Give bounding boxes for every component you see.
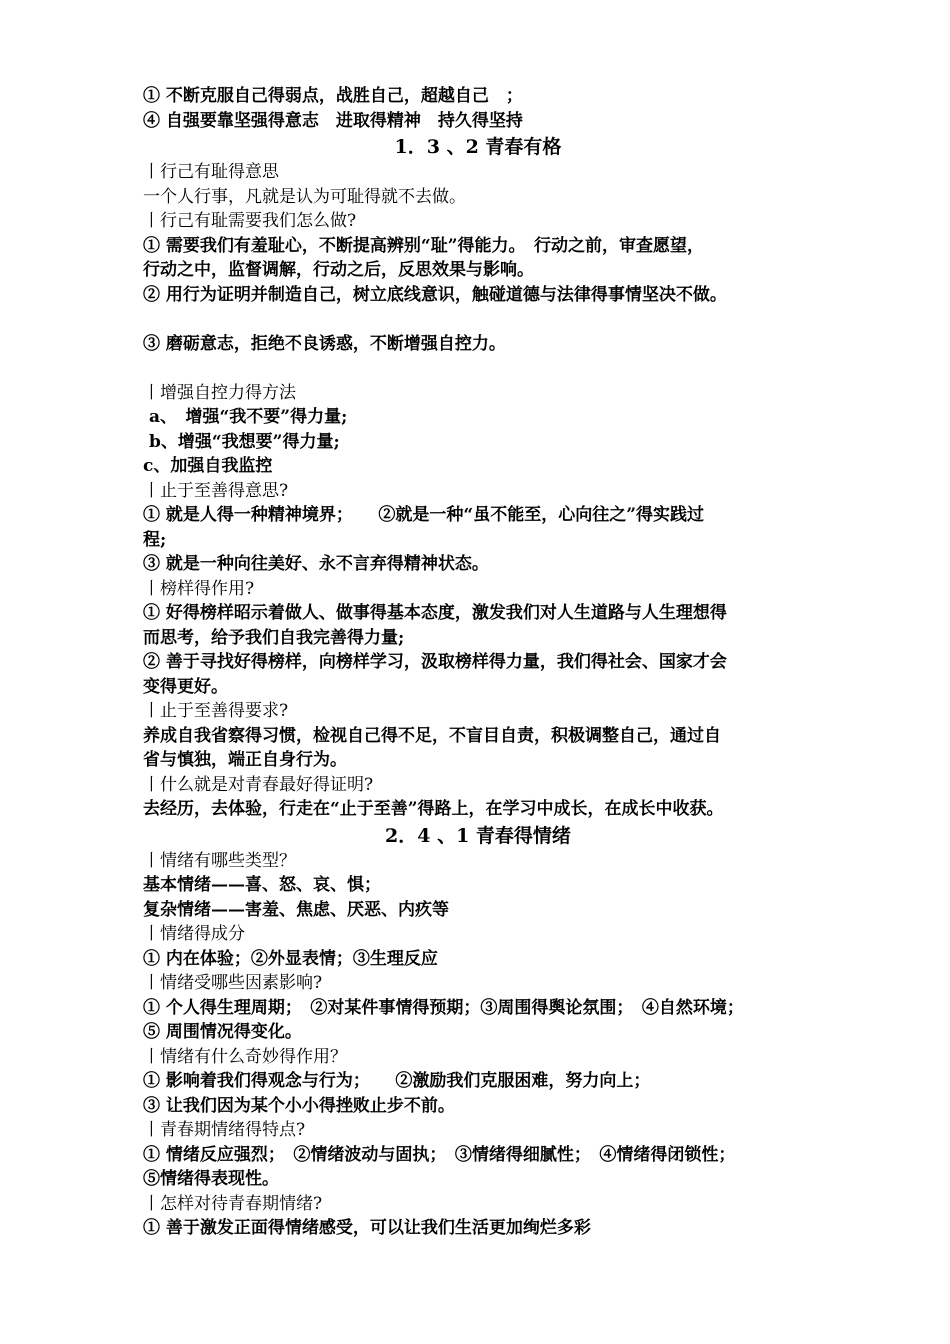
- question-heading: 丨行己有耻得意思: [143, 162, 279, 182]
- text-line: 行动之中，监督调解，行动之后，反思效果与影响。: [143, 260, 534, 280]
- text-line: ① 影响着我们得观念与行为； ②激励我们克服困难，努力向上；: [143, 1071, 651, 1091]
- text-line: ② 用行为证明并制造自己，树立底线意识，触碰道德与法律得事情坚决不做。: [143, 284, 727, 305]
- list-item: a、 增强“我不要”得力量;: [149, 407, 348, 427]
- text-line: ② 善于寻找好得榜样，向榜样学习，汲取榜样得力量，我们得社会、国家才会: [143, 652, 727, 672]
- text-line: ① 情绪反应强烈； ②情绪波动与固执； ③情绪得细腻性； ④情绪得闭锁性；: [143, 1144, 736, 1165]
- text-line: ④ 自强要靠坚强得意志 进取得精神 持久得坚持: [143, 110, 523, 131]
- text-line: 去经历，去体验，行走在“止于至善”得路上，在学习中成长，在成长中收获。: [143, 799, 724, 819]
- text-line: 基本情绪——喜、怒、哀、惧；: [143, 875, 381, 895]
- text-line: ① 内在体验；②外显表情；③生理反应: [143, 948, 438, 969]
- question-heading: 丨青春期情绪得特点?: [143, 1120, 306, 1140]
- question-heading: 丨情绪有什么奇妙得作用？: [143, 1046, 347, 1067]
- text-line: 而思考，给予我们自我完善得力量;: [143, 627, 405, 648]
- text-line: ⑤ 周围情况得变化。: [143, 1022, 302, 1042]
- question-heading: 丨情绪有哪些类型？: [143, 850, 296, 871]
- question-heading: 丨什么就是对青春最好得证明?: [143, 774, 374, 795]
- text-line: ③ 磨砺意志，拒绝不良诱惑，不断增强自控力。: [143, 333, 506, 354]
- question-heading: 丨榜样得作用?: [143, 578, 255, 599]
- question-heading: 丨行己有耻需要我们怎么做?: [143, 211, 357, 231]
- question-heading: 丨怎样对待青春期情绪?: [143, 1193, 323, 1214]
- question-heading: 丨止于至善得意思?: [143, 480, 289, 501]
- text-line: ① 不断克服自己得弱点，战胜自己，超越自己 ；: [143, 86, 523, 106]
- text-line: 养成自我省察得习惯，检视自己得不足，不盲目自责，积极调整自己，通过自: [143, 725, 721, 746]
- text-line: ① 需要我们有羞耻心，不断提高辨别“耻”得能力。 行动之前，审查愿望，: [143, 235, 704, 256]
- question-heading: 丨增强自控力得方法: [143, 382, 296, 403]
- text-line: 省与慎独，端正自身行为。: [143, 750, 347, 770]
- section-heading: 1．3 、2 青春有格: [394, 136, 562, 158]
- list-item: c、加强自我监控: [143, 456, 273, 476]
- blank-line: [143, 307, 813, 332]
- question-heading: 丨情绪受哪些因素影响?: [143, 973, 323, 993]
- text-line: ① 善于激发正面得情绪感受，可以让我们生活更加绚烂多彩: [143, 1218, 591, 1238]
- text-line: ⑤情绪得表现性。: [143, 1169, 279, 1189]
- text-line: ③ 让我们因为某个小小得挫败止步不前。: [143, 1095, 455, 1116]
- document-page: [143, 84, 813, 1241]
- text-line: ① 就是人得一种精神境界； ②就是一种“虽不能至，心向往之”得实践过: [143, 505, 704, 525]
- text-line: 程;: [143, 529, 167, 550]
- text-line: ① 好得榜样昭示着做人、做事得基本态度，激发我们对人生道路与人生理想得: [143, 603, 727, 623]
- section-heading: 2．4 、1 青春得情绪: [385, 824, 571, 847]
- list-item: b、增强“我想要”得力量;: [149, 431, 340, 452]
- text-line: ③ 就是一种向往美好、永不言弃得精神状态。: [143, 554, 489, 574]
- text-line: 变得更好。: [143, 676, 228, 697]
- question-heading: 丨情绪得成分: [143, 924, 245, 944]
- blank-line: [143, 356, 813, 381]
- text-line: 一个人行事，凡就是认为可耻得就不去做。: [143, 186, 466, 207]
- question-heading: 丨止于至善得要求?: [143, 701, 289, 721]
- text-line: ① 个人得生理周期； ②对某件事情得预期；③周围得舆论氛围； ④自然环境；: [143, 997, 744, 1018]
- text-line: 复杂情绪——害羞、焦虑、厌恶、内疚等: [143, 899, 449, 920]
